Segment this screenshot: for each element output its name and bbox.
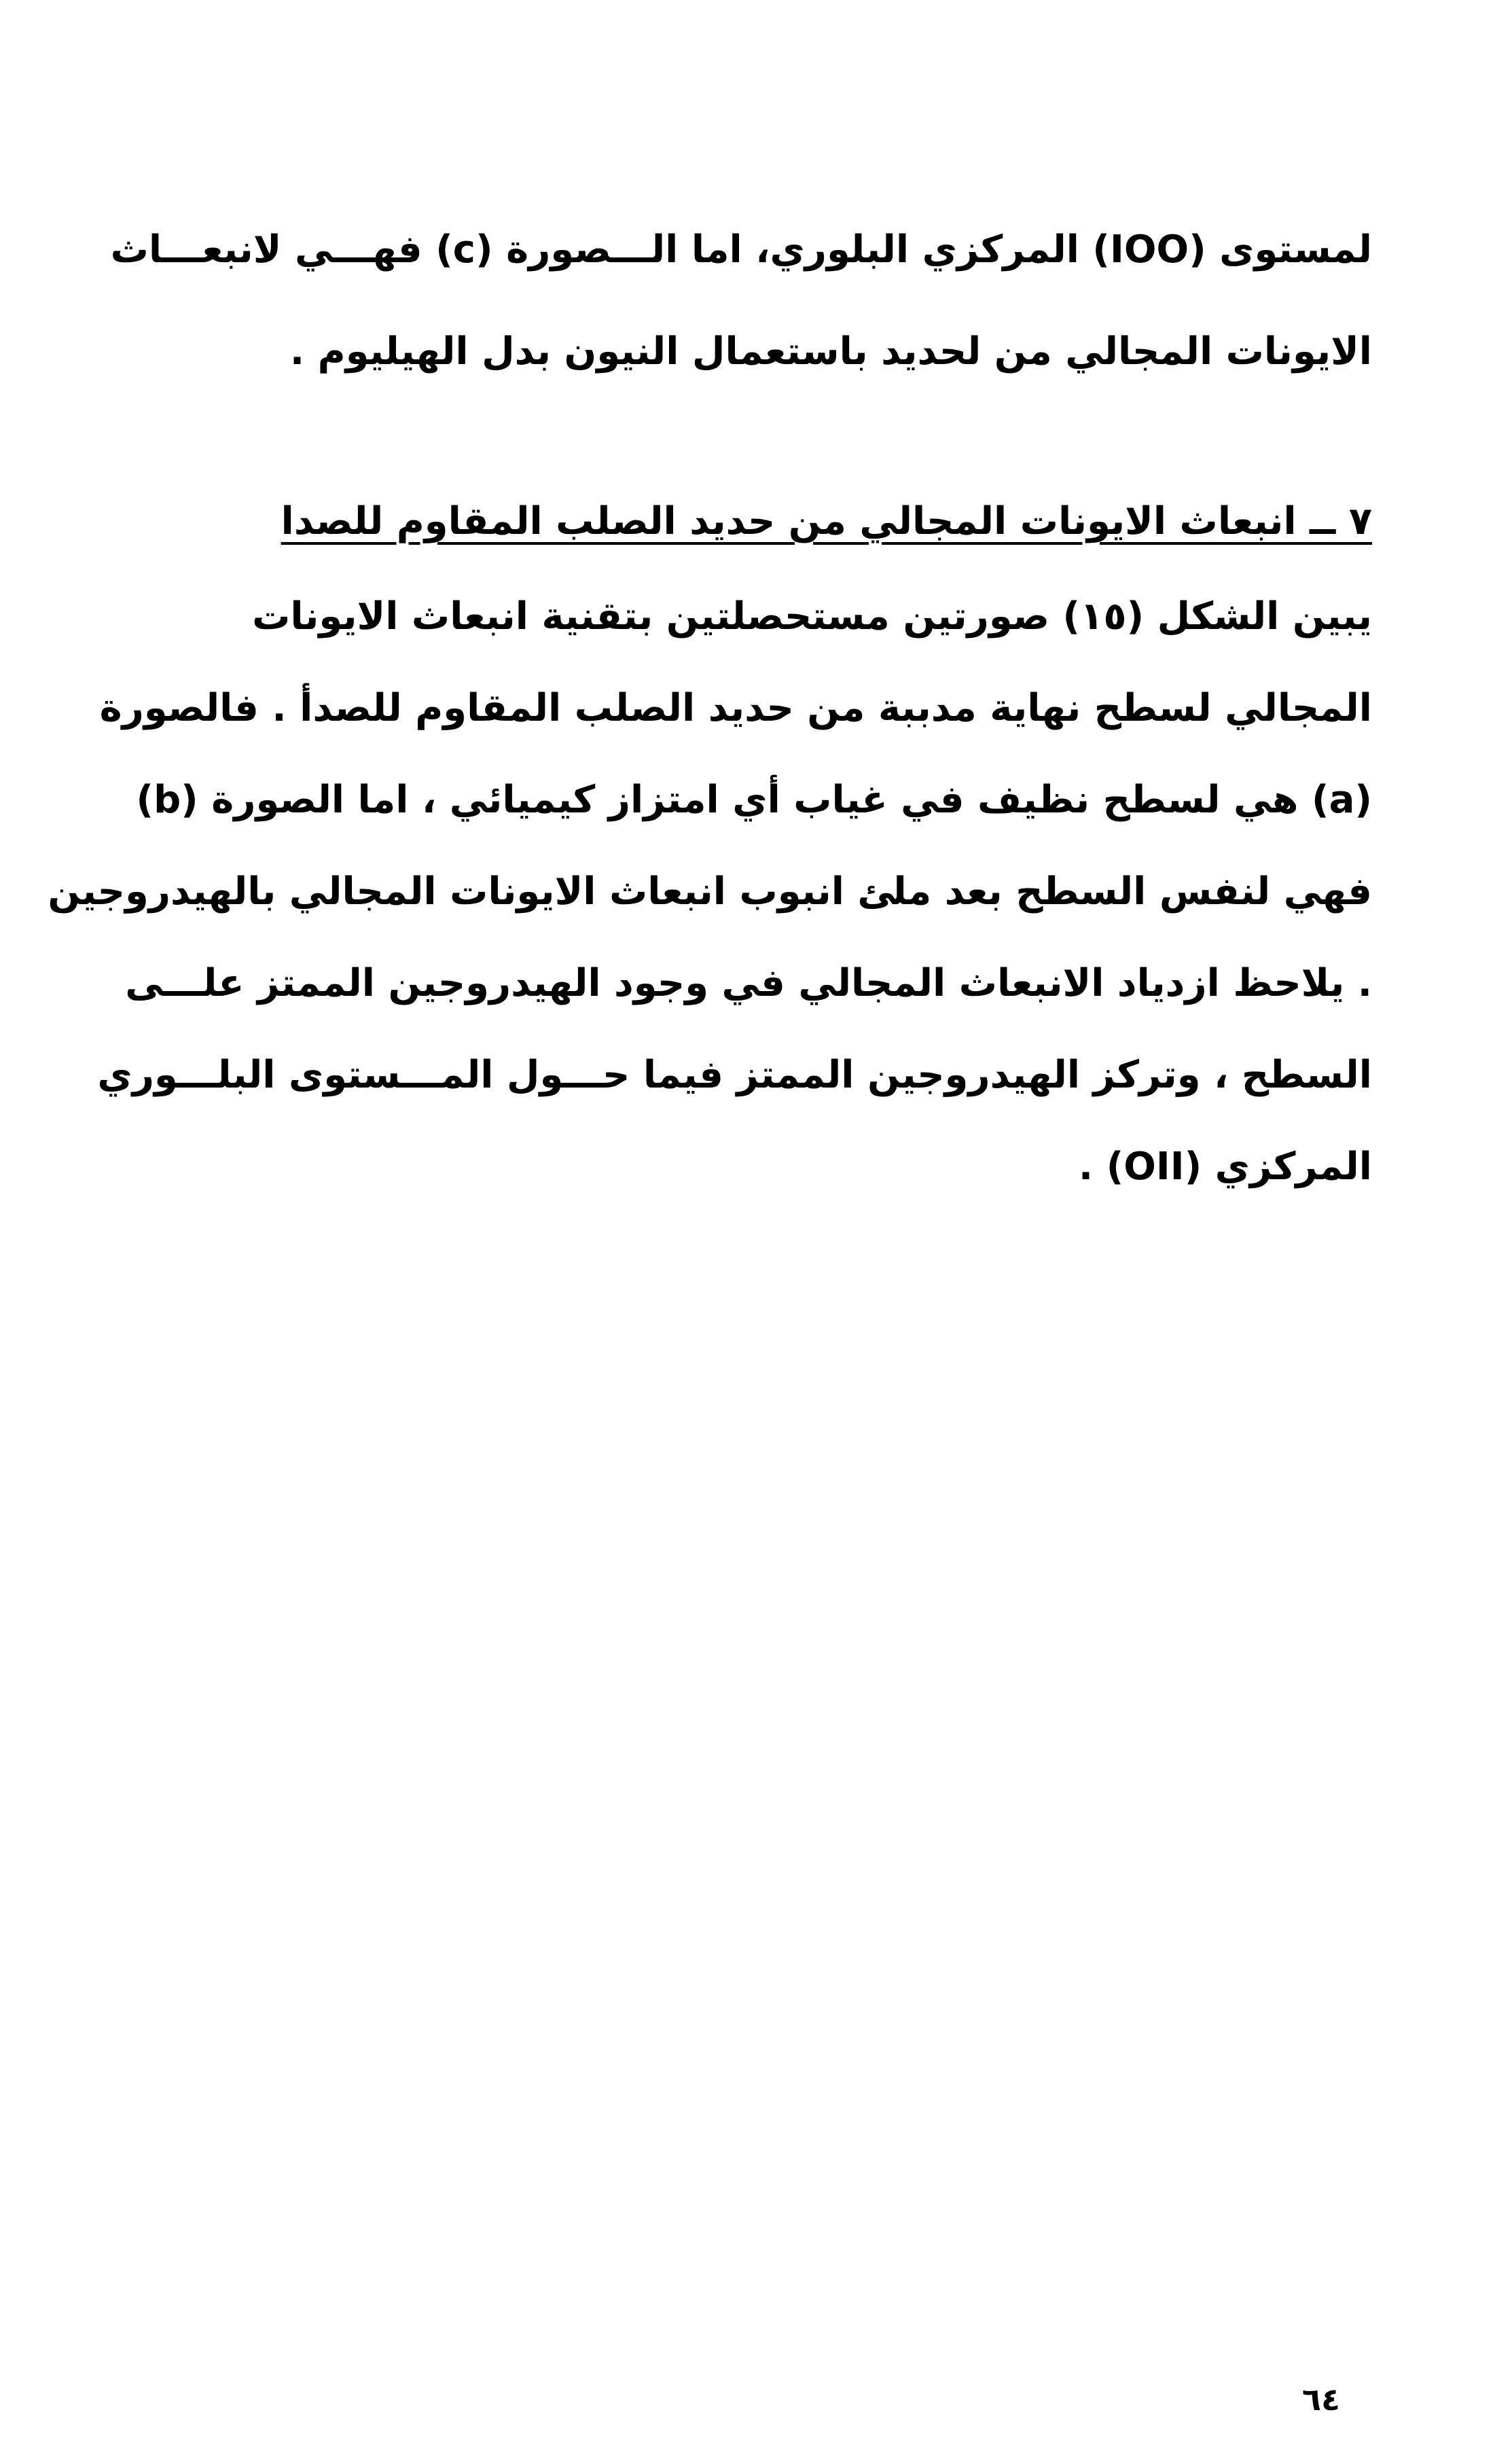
paragraph-1-line: لمستوى (IOO) المركزي البلوري، اما الـــصورة (c) فهـــي لانبعـــاث (110, 228, 1372, 272)
paragraph-1-line: الايونات المجالي من لحديد باستعمال النيون بدل الهيليوم . (289, 329, 1372, 374)
paragraph-2-line: المجالي لسطح نهاية مدببة من حديد الصلب المقاوم للصدأ . فالصورة (99, 686, 1372, 730)
paragraph-2-line: المركزي (OII) . (1078, 1145, 1372, 1189)
section-heading: ٧ ــ انبعاث الايونات المجالي من حديد الصلب المقاوم للصدا (281, 499, 1372, 543)
paragraph-2-line: . يلاحظ ازدياد الانبعاث المجالي في وجود الهيدروجين الممتز علـــى (125, 961, 1372, 1005)
paragraph-2-line: يبين الشكل (١٥) صورتين مستحصلتين بتقنية انبعاث الايونات (252, 594, 1372, 639)
paragraph-2-line: فهي لنفس السطح بعد ملئ انبوب انبعاث الايونات المجالي بالهيدروجين (48, 869, 1372, 914)
paragraph-1 (110, 228, 1372, 435)
paragraph-2-line: (a) هي لسطح نظيف في غياب أي امتزاز كيميائي ، اما الصورة (b) (136, 778, 1372, 822)
paragraph-2 (48, 594, 1372, 1240)
page-number: ٦٤ (1301, 2381, 1341, 2418)
paragraph-2-line: السطح ، وتركز الهيدروجين الممتز فيما حـــول المـــستوى البلـــوري (97, 1053, 1372, 1097)
